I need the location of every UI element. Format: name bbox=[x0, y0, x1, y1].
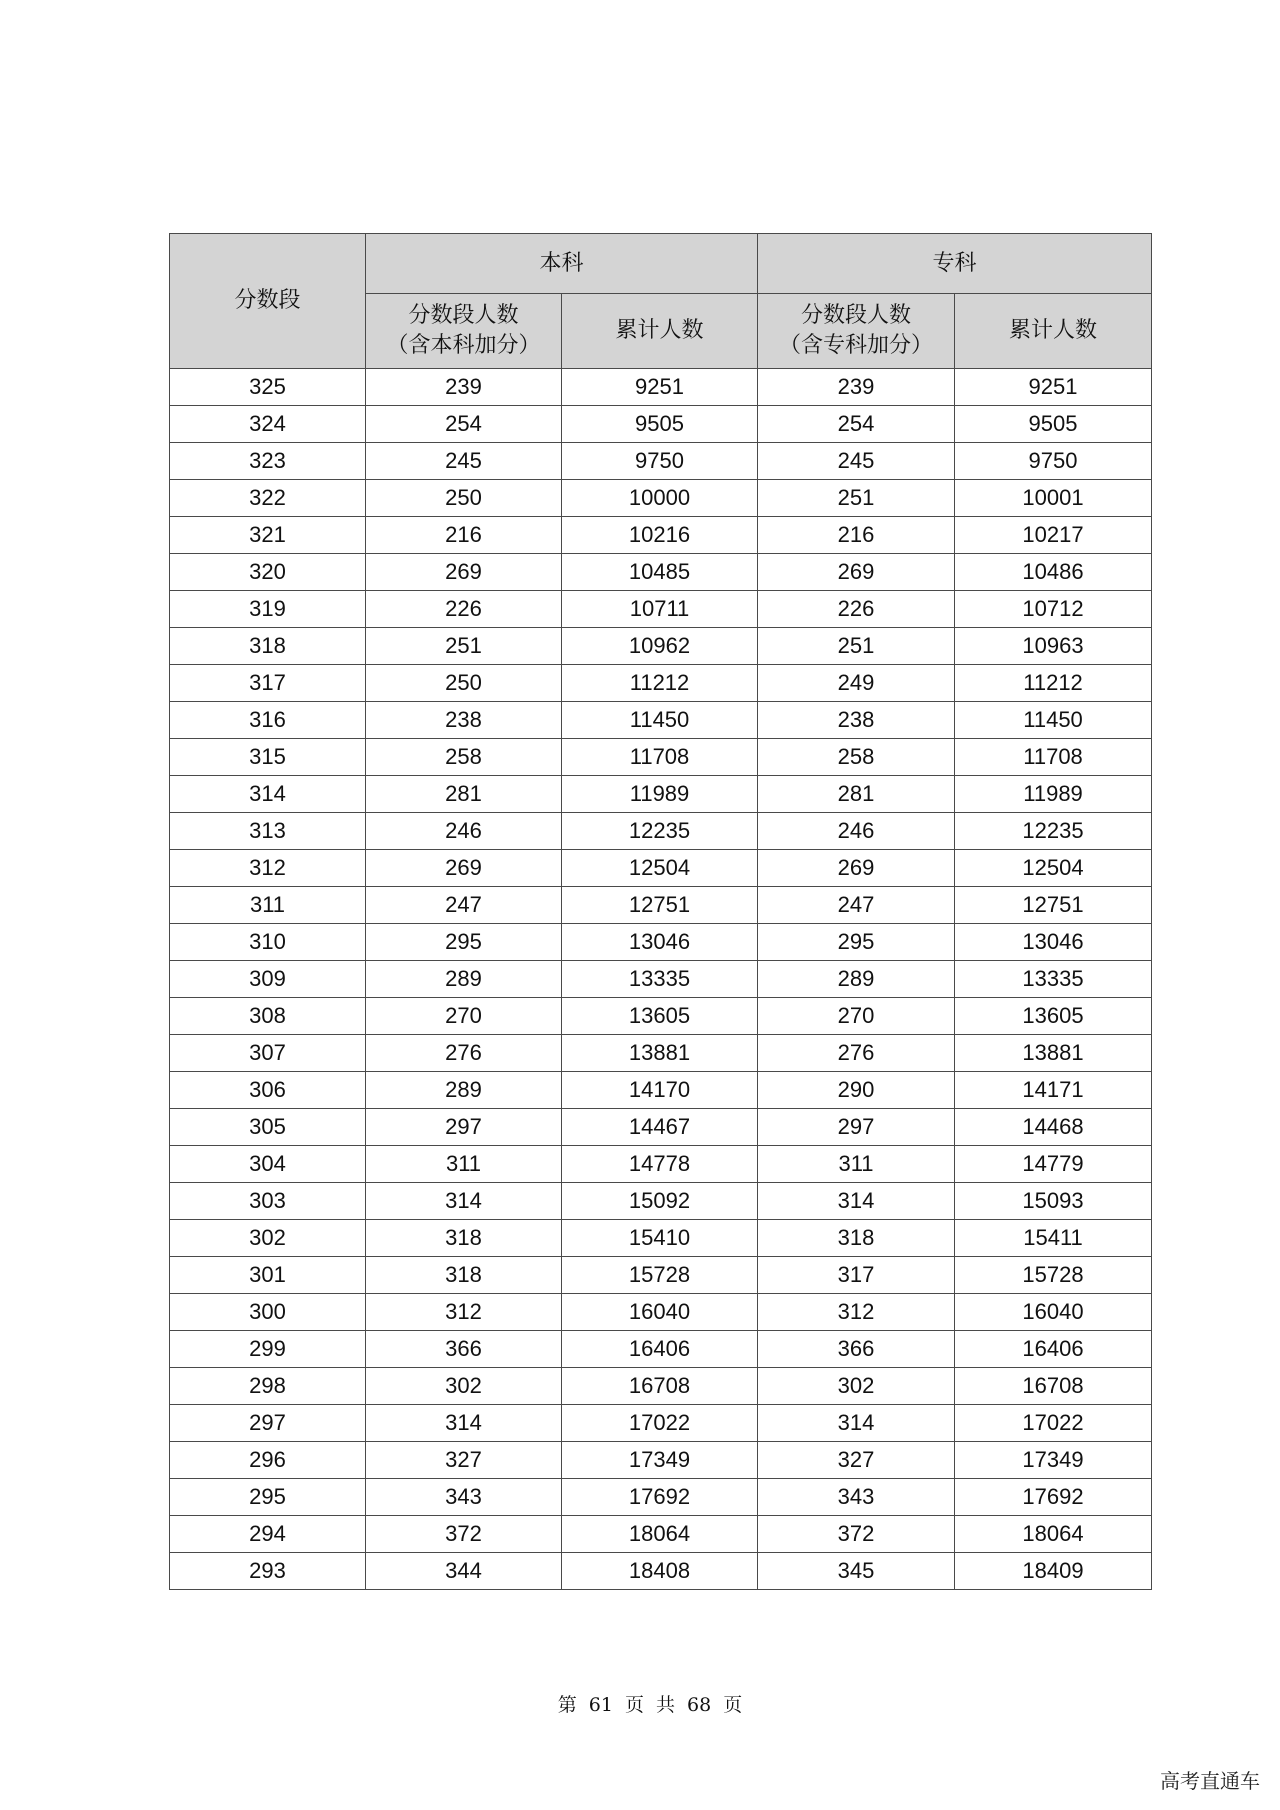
cell-undergrad-count: 372 bbox=[366, 1516, 562, 1553]
cell-junior-count: 312 bbox=[758, 1294, 955, 1331]
cell-junior-count: 289 bbox=[758, 961, 955, 998]
cell-junior-count: 239 bbox=[758, 369, 955, 406]
cell-junior-count: 372 bbox=[758, 1516, 955, 1553]
cell-junior-cumulative: 10486 bbox=[955, 554, 1152, 591]
table-row bbox=[170, 1516, 1152, 1553]
cell-undergrad-cumulative: 16406 bbox=[562, 1331, 758, 1368]
cell-junior-count: 216 bbox=[758, 517, 955, 554]
cell-undergrad-count: 247 bbox=[366, 887, 562, 924]
cell-undergrad-cumulative: 17022 bbox=[562, 1405, 758, 1442]
table-row bbox=[170, 924, 1152, 961]
cell-junior-cumulative: 9750 bbox=[955, 443, 1152, 480]
cell-junior-cumulative: 12235 bbox=[955, 813, 1152, 850]
cell-undergrad-cumulative: 9750 bbox=[562, 443, 758, 480]
cell-junior-cumulative: 18409 bbox=[955, 1553, 1152, 1590]
cell-junior-count: 258 bbox=[758, 739, 955, 776]
cell-score: 321 bbox=[170, 517, 366, 554]
cell-junior-cumulative: 11212 bbox=[955, 665, 1152, 702]
cell-junior-count: 314 bbox=[758, 1183, 955, 1220]
cell-undergrad-count: 297 bbox=[366, 1109, 562, 1146]
cell-score: 315 bbox=[170, 739, 366, 776]
cell-undergrad-count: 250 bbox=[366, 480, 562, 517]
cell-undergrad-count: 246 bbox=[366, 813, 562, 850]
table-row bbox=[170, 591, 1152, 628]
cell-junior-count: 254 bbox=[758, 406, 955, 443]
cell-undergrad-cumulative: 12504 bbox=[562, 850, 758, 887]
cell-junior-cumulative: 11989 bbox=[955, 776, 1152, 813]
cell-junior-count: 290 bbox=[758, 1072, 955, 1109]
cell-junior-cumulative: 16040 bbox=[955, 1294, 1152, 1331]
cell-junior-cumulative: 14468 bbox=[955, 1109, 1152, 1146]
cell-undergrad-count: 281 bbox=[366, 776, 562, 813]
table-header bbox=[170, 234, 1152, 369]
table-row bbox=[170, 1183, 1152, 1220]
table-row bbox=[170, 369, 1152, 406]
cell-undergrad-cumulative: 13335 bbox=[562, 961, 758, 998]
cell-score: 308 bbox=[170, 998, 366, 1035]
cell-junior-count: 345 bbox=[758, 1553, 955, 1590]
cell-junior-count: 251 bbox=[758, 628, 955, 665]
cell-undergrad-cumulative: 15728 bbox=[562, 1257, 758, 1294]
table-row bbox=[170, 665, 1152, 702]
cell-undergrad-count: 289 bbox=[366, 961, 562, 998]
cell-undergrad-count: 302 bbox=[366, 1368, 562, 1405]
header-undergrad-cumulative: 累计人数 bbox=[562, 294, 758, 369]
cell-junior-count: 297 bbox=[758, 1109, 955, 1146]
header-junior-count-note: （含专科加分） bbox=[779, 333, 934, 358]
cell-junior-count: 318 bbox=[758, 1220, 955, 1257]
cell-junior-count: 343 bbox=[758, 1479, 955, 1516]
cell-junior-count: 245 bbox=[758, 443, 955, 480]
cell-junior-count: 246 bbox=[758, 813, 955, 850]
cell-undergrad-count: 254 bbox=[366, 406, 562, 443]
cell-junior-cumulative: 13881 bbox=[955, 1035, 1152, 1072]
header-junior-count-label: 分数段人数 bbox=[801, 303, 912, 328]
cell-score: 309 bbox=[170, 961, 366, 998]
table-row bbox=[170, 1257, 1152, 1294]
cell-junior-cumulative: 11708 bbox=[955, 739, 1152, 776]
cell-score: 313 bbox=[170, 813, 366, 850]
cell-undergrad-count: 276 bbox=[366, 1035, 562, 1072]
cell-junior-count: 314 bbox=[758, 1405, 955, 1442]
cell-undergrad-cumulative: 17692 bbox=[562, 1479, 758, 1516]
table-row bbox=[170, 1442, 1152, 1479]
cell-undergrad-cumulative: 14467 bbox=[562, 1109, 758, 1146]
cell-undergrad-count: 311 bbox=[366, 1146, 562, 1183]
cell-undergrad-cumulative: 16708 bbox=[562, 1368, 758, 1405]
cell-score: 324 bbox=[170, 406, 366, 443]
table-row bbox=[170, 517, 1152, 554]
cell-undergrad-count: 314 bbox=[366, 1405, 562, 1442]
cell-undergrad-cumulative: 10962 bbox=[562, 628, 758, 665]
table-row bbox=[170, 1072, 1152, 1109]
cell-score: 317 bbox=[170, 665, 366, 702]
header-junior-cumulative: 累计人数 bbox=[955, 294, 1152, 369]
cell-junior-cumulative: 10001 bbox=[955, 480, 1152, 517]
table-row bbox=[170, 961, 1152, 998]
cell-junior-cumulative: 12504 bbox=[955, 850, 1152, 887]
table-row bbox=[170, 628, 1152, 665]
cell-score: 316 bbox=[170, 702, 366, 739]
cell-undergrad-cumulative: 13881 bbox=[562, 1035, 758, 1072]
header-score-band: 分数段 bbox=[170, 234, 366, 369]
header-junior-count bbox=[758, 294, 955, 369]
cell-undergrad-count: 344 bbox=[366, 1553, 562, 1590]
cell-junior-count: 226 bbox=[758, 591, 955, 628]
cell-undergrad-count: 269 bbox=[366, 850, 562, 887]
cell-junior-count: 247 bbox=[758, 887, 955, 924]
watermark-logo-text: 高考直通车 bbox=[1160, 1769, 1260, 1793]
cell-undergrad-cumulative: 14170 bbox=[562, 1072, 758, 1109]
table-body bbox=[170, 369, 1152, 1590]
cell-score: 298 bbox=[170, 1368, 366, 1405]
cell-junior-cumulative: 13046 bbox=[955, 924, 1152, 961]
cell-score: 294 bbox=[170, 1516, 366, 1553]
cell-undergrad-count: 312 bbox=[366, 1294, 562, 1331]
cell-junior-cumulative: 10217 bbox=[955, 517, 1152, 554]
cell-junior-count: 238 bbox=[758, 702, 955, 739]
cell-undergrad-count: 343 bbox=[366, 1479, 562, 1516]
header-junior-college: 专科 bbox=[758, 234, 1152, 294]
cell-undergrad-count: 226 bbox=[366, 591, 562, 628]
cell-undergrad-cumulative: 10216 bbox=[562, 517, 758, 554]
table-row bbox=[170, 554, 1152, 591]
cell-undergrad-cumulative: 13046 bbox=[562, 924, 758, 961]
table-row bbox=[170, 776, 1152, 813]
cell-score: 312 bbox=[170, 850, 366, 887]
cell-undergrad-count: 327 bbox=[366, 1442, 562, 1479]
cell-undergrad-count: 250 bbox=[366, 665, 562, 702]
cell-junior-count: 269 bbox=[758, 554, 955, 591]
table-row bbox=[170, 1035, 1152, 1072]
cell-junior-cumulative: 16708 bbox=[955, 1368, 1152, 1405]
cell-undergrad-cumulative: 16040 bbox=[562, 1294, 758, 1331]
cell-junior-cumulative: 14171 bbox=[955, 1072, 1152, 1109]
table-row bbox=[170, 1368, 1152, 1405]
cell-score: 306 bbox=[170, 1072, 366, 1109]
table-row bbox=[170, 813, 1152, 850]
cell-undergrad-count: 366 bbox=[366, 1331, 562, 1368]
table-row bbox=[170, 480, 1152, 517]
cell-junior-cumulative: 16406 bbox=[955, 1331, 1152, 1368]
cell-undergrad-count: 239 bbox=[366, 369, 562, 406]
cell-score: 311 bbox=[170, 887, 366, 924]
table-row bbox=[170, 887, 1152, 924]
cell-score: 300 bbox=[170, 1294, 366, 1331]
cell-junior-cumulative: 9251 bbox=[955, 369, 1152, 406]
cell-junior-cumulative: 12751 bbox=[955, 887, 1152, 924]
cell-undergrad-cumulative: 17349 bbox=[562, 1442, 758, 1479]
score-distribution-table bbox=[169, 233, 1152, 1590]
cell-undergrad-cumulative: 18064 bbox=[562, 1516, 758, 1553]
cell-junior-count: 366 bbox=[758, 1331, 955, 1368]
table-row bbox=[170, 1553, 1152, 1590]
cell-junior-count: 302 bbox=[758, 1368, 955, 1405]
cell-junior-cumulative: 17022 bbox=[955, 1405, 1152, 1442]
table-row bbox=[170, 1146, 1152, 1183]
cell-score: 323 bbox=[170, 443, 366, 480]
cell-undergrad-cumulative: 12751 bbox=[562, 887, 758, 924]
cell-undergrad-count: 245 bbox=[366, 443, 562, 480]
cell-junior-cumulative: 15411 bbox=[955, 1220, 1152, 1257]
cell-junior-count: 269 bbox=[758, 850, 955, 887]
page-number: 第 61 页 共 68 页 bbox=[557, 1694, 743, 1716]
cell-score: 303 bbox=[170, 1183, 366, 1220]
cell-junior-cumulative: 17349 bbox=[955, 1442, 1152, 1479]
cell-junior-cumulative: 15728 bbox=[955, 1257, 1152, 1294]
table-row bbox=[170, 998, 1152, 1035]
cell-undergrad-count: 269 bbox=[366, 554, 562, 591]
cell-score: 319 bbox=[170, 591, 366, 628]
cell-undergrad-count: 295 bbox=[366, 924, 562, 961]
cell-junior-cumulative: 11450 bbox=[955, 702, 1152, 739]
cell-undergrad-count: 258 bbox=[366, 739, 562, 776]
cell-undergrad-cumulative: 10000 bbox=[562, 480, 758, 517]
cell-undergrad-count: 318 bbox=[366, 1220, 562, 1257]
cell-score: 301 bbox=[170, 1257, 366, 1294]
cell-junior-count: 311 bbox=[758, 1146, 955, 1183]
table-row bbox=[170, 1479, 1152, 1516]
cell-undergrad-cumulative: 10485 bbox=[562, 554, 758, 591]
cell-score: 296 bbox=[170, 1442, 366, 1479]
cell-undergrad-cumulative: 12235 bbox=[562, 813, 758, 850]
cell-junior-cumulative: 13335 bbox=[955, 961, 1152, 998]
table-row bbox=[170, 443, 1152, 480]
cell-junior-cumulative: 18064 bbox=[955, 1516, 1152, 1553]
cell-junior-cumulative: 9505 bbox=[955, 406, 1152, 443]
cell-undergrad-cumulative: 18408 bbox=[562, 1553, 758, 1590]
cell-score: 307 bbox=[170, 1035, 366, 1072]
cell-score: 325 bbox=[170, 369, 366, 406]
table-row bbox=[170, 406, 1152, 443]
cell-undergrad-cumulative: 13605 bbox=[562, 998, 758, 1035]
cell-undergrad-count: 289 bbox=[366, 1072, 562, 1109]
cell-junior-count: 327 bbox=[758, 1442, 955, 1479]
cell-undergrad-cumulative: 11989 bbox=[562, 776, 758, 813]
cell-undergrad-cumulative: 11708 bbox=[562, 739, 758, 776]
cell-score: 310 bbox=[170, 924, 366, 961]
cell-score: 302 bbox=[170, 1220, 366, 1257]
cell-score: 305 bbox=[170, 1109, 366, 1146]
cell-undergrad-count: 238 bbox=[366, 702, 562, 739]
cell-junior-cumulative: 14779 bbox=[955, 1146, 1152, 1183]
header-row-1 bbox=[170, 234, 1152, 294]
header-undergrad: 本科 bbox=[366, 234, 758, 294]
cell-junior-cumulative: 10712 bbox=[955, 591, 1152, 628]
cell-score: 318 bbox=[170, 628, 366, 665]
cell-undergrad-count: 314 bbox=[366, 1183, 562, 1220]
table-row bbox=[170, 702, 1152, 739]
cell-junior-cumulative: 15093 bbox=[955, 1183, 1152, 1220]
table-row bbox=[170, 1405, 1152, 1442]
table-row bbox=[170, 850, 1152, 887]
cell-junior-cumulative: 13605 bbox=[955, 998, 1152, 1035]
cell-junior-count: 281 bbox=[758, 776, 955, 813]
table-row bbox=[170, 1220, 1152, 1257]
cell-junior-count: 276 bbox=[758, 1035, 955, 1072]
table-row bbox=[170, 1109, 1152, 1146]
cell-junior-count: 270 bbox=[758, 998, 955, 1035]
cell-undergrad-cumulative: 9505 bbox=[562, 406, 758, 443]
cell-score: 322 bbox=[170, 480, 366, 517]
cell-junior-count: 295 bbox=[758, 924, 955, 961]
table-row bbox=[170, 739, 1152, 776]
cell-junior-count: 317 bbox=[758, 1257, 955, 1294]
cell-score: 293 bbox=[170, 1553, 366, 1590]
cell-score: 297 bbox=[170, 1405, 366, 1442]
cell-junior-count: 251 bbox=[758, 480, 955, 517]
cell-undergrad-cumulative: 11450 bbox=[562, 702, 758, 739]
cell-score: 320 bbox=[170, 554, 366, 591]
table-row bbox=[170, 1331, 1152, 1368]
cell-undergrad-count: 318 bbox=[366, 1257, 562, 1294]
cell-score: 299 bbox=[170, 1331, 366, 1368]
cell-undergrad-count: 216 bbox=[366, 517, 562, 554]
cell-score: 304 bbox=[170, 1146, 366, 1183]
cell-junior-cumulative: 10963 bbox=[955, 628, 1152, 665]
cell-undergrad-cumulative: 14778 bbox=[562, 1146, 758, 1183]
cell-undergrad-count: 251 bbox=[366, 628, 562, 665]
cell-undergrad-cumulative: 10711 bbox=[562, 591, 758, 628]
header-undergrad-count bbox=[366, 294, 562, 369]
cell-junior-count: 249 bbox=[758, 665, 955, 702]
header-undergrad-count-label: 分数段人数 bbox=[408, 303, 519, 328]
cell-undergrad-cumulative: 15410 bbox=[562, 1220, 758, 1257]
table-row bbox=[170, 1294, 1152, 1331]
cell-undergrad-cumulative: 11212 bbox=[562, 665, 758, 702]
header-undergrad-count-note: （含本科加分） bbox=[386, 333, 541, 358]
cell-undergrad-cumulative: 9251 bbox=[562, 369, 758, 406]
cell-undergrad-count: 270 bbox=[366, 998, 562, 1035]
cell-score: 314 bbox=[170, 776, 366, 813]
cell-junior-cumulative: 17692 bbox=[955, 1479, 1152, 1516]
cell-score: 295 bbox=[170, 1479, 366, 1516]
cell-undergrad-cumulative: 15092 bbox=[562, 1183, 758, 1220]
